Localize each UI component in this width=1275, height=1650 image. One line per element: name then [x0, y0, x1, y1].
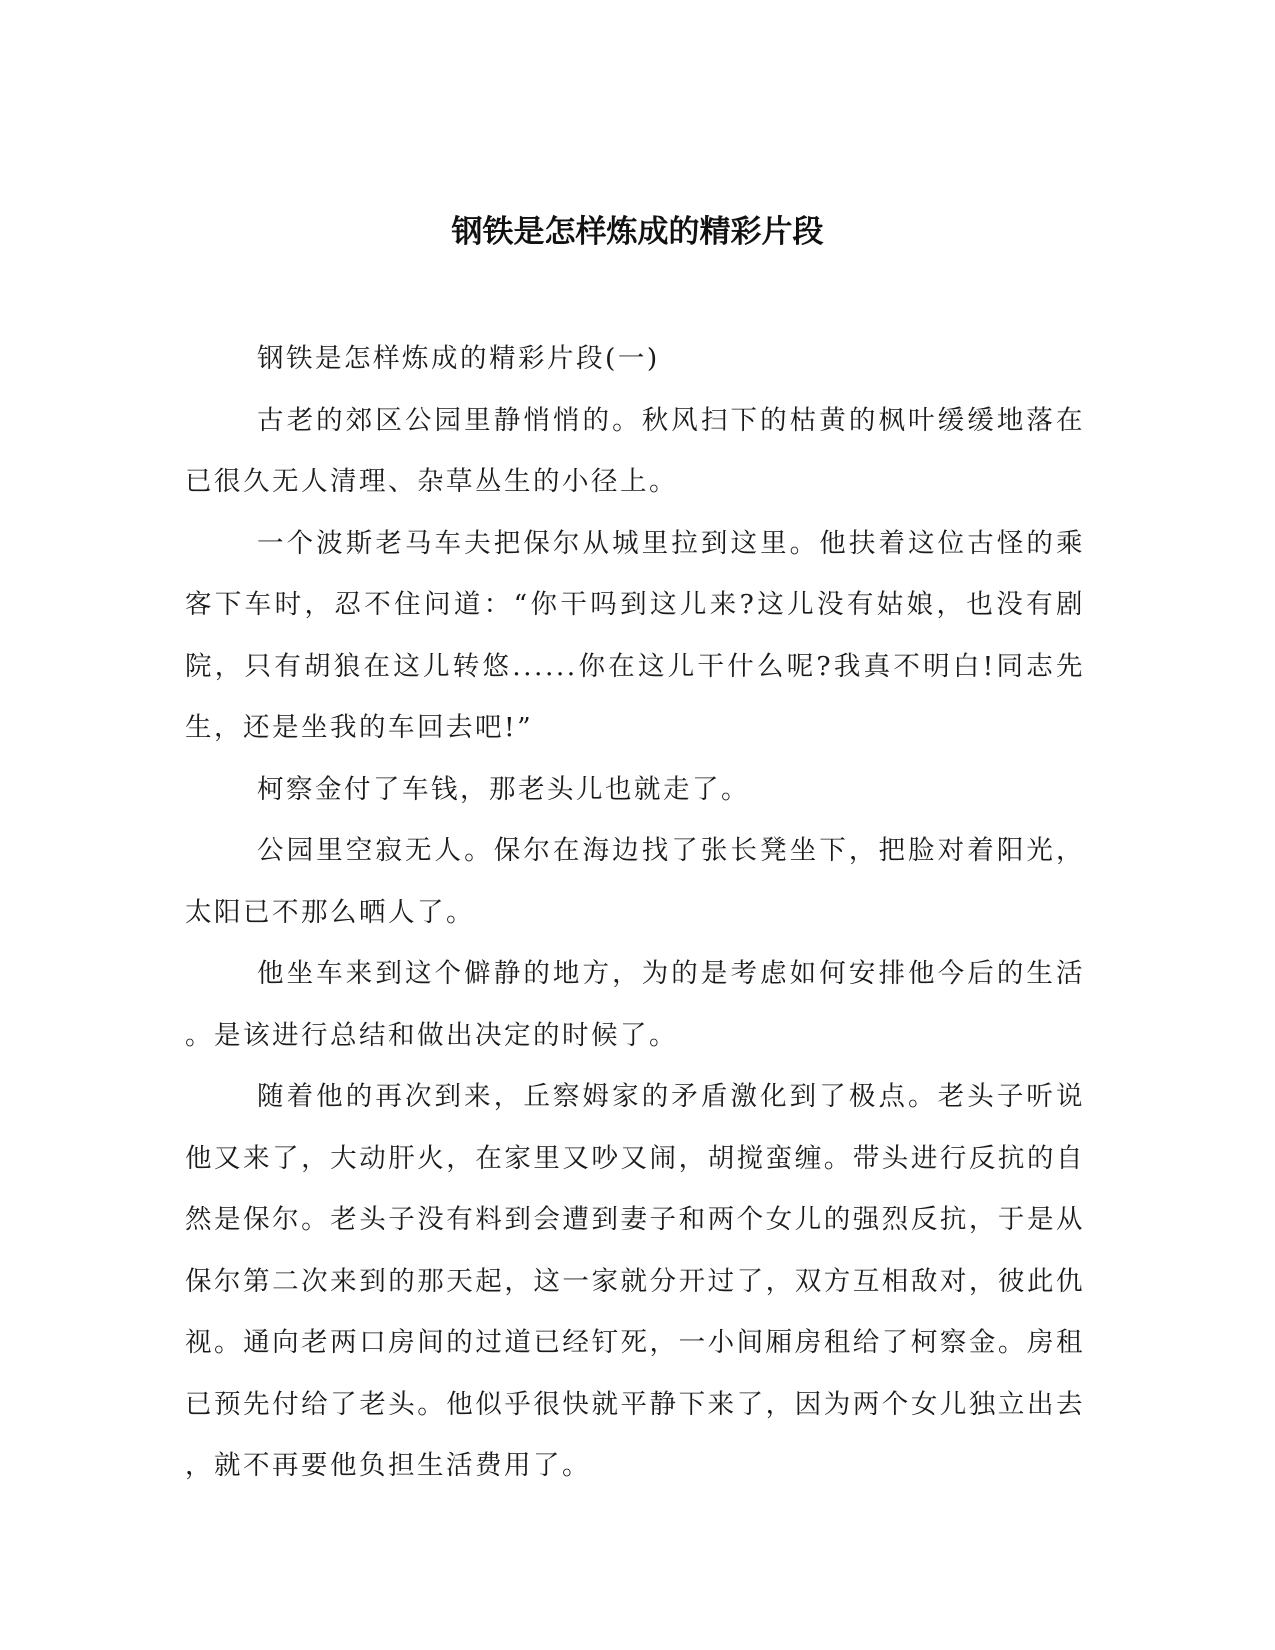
- paragraph: 柯察金付了车钱，那老头儿也就走了。: [257, 773, 750, 805]
- paragraph: 随着他的再次到来，丘察姆家的矛盾激化到了极点。老头子听说他又来了，大动肝火，在家里又吵又闹，胡搅蛮缠。带头进行反抗的自然是保尔。老头子没有料到会遭到妻子和两个女儿的强烈反抗，于是从保尔第二次来到的那天起，这一家就分开过了，双方互相敌对，彼此仇视。通向老两口房间的过道已经钉死，一小间厢房租给了柯察金。房租已预先付给了老头。他似乎很快就平静下来了，因为两个女儿独立出去，就不再要他负担生活费用了。: [185, 1081, 1085, 1481]
- paragraph: 一个波斯老马车夫把保尔从城里拉到这里。他扶着这位古怪的乘客下车时，忍不住问道：“你干吗到这儿来?这儿没有姑娘，也没有剧院，只有胡狼在这儿转悠......你在这儿干什么呢?我真不明白!同志先生，还是坐我的车回去吧!”: [185, 527, 1085, 743]
- paragraph: 公园里空寂无人。保尔在海边找了张长凳坐下，把脸对着阳光，太阳已不那么晒人了。: [185, 835, 1085, 928]
- paragraph-subtitle: 钢铁是怎样炼成的精彩片段(一): [257, 343, 660, 374]
- document-body: [185, 328, 1085, 1497]
- paragraph: 古老的郊区公园里静悄悄的。秋风扫下的枯黄的枫叶缓缓地落在已很久无人清理、杂草丛生的小径上。: [185, 404, 1085, 497]
- paragraph: 他坐车来到这个僻静的地方，为的是考虑如何安排他今后的生活。是该进行总结和做出决定的时候了。: [185, 958, 1085, 1051]
- document-title: 钢铁是怎样炼成的精彩片段: [451, 214, 824, 250]
